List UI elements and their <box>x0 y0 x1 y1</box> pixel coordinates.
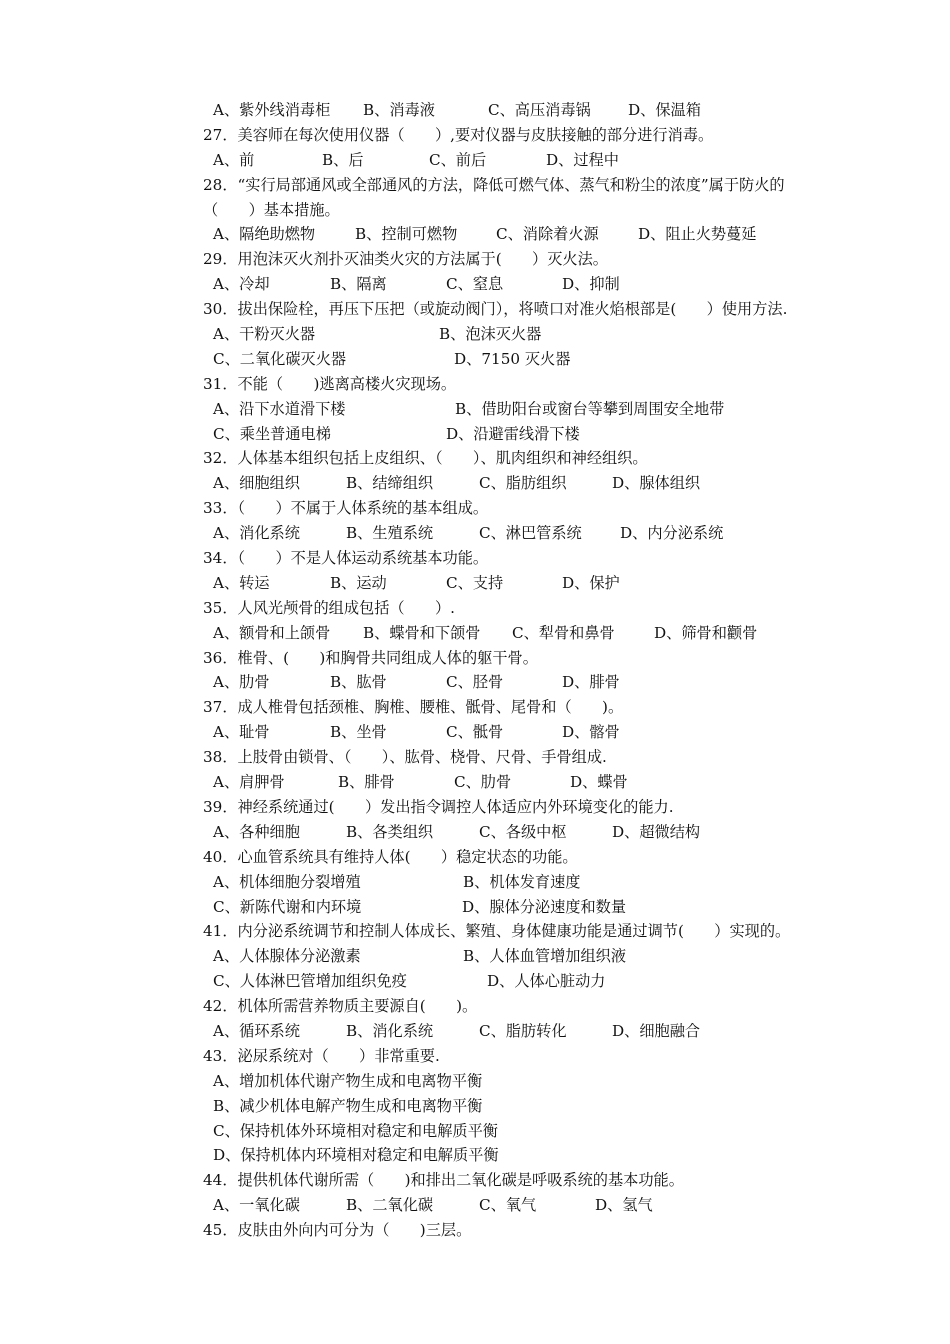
option-text: B、控制可燃物 <box>355 225 458 244</box>
options-line <box>0 870 950 895</box>
options-line <box>0 1119 950 1144</box>
option-text: D、腓骨 <box>562 673 620 692</box>
option-text: B、消毒液 <box>363 101 435 119</box>
options-line <box>0 471 950 496</box>
question-line: 36．椎骨、( )和胸骨共同组成人体的躯干骨。 <box>203 648 538 667</box>
question-line: 40．心血管系统具有维持人体( ）稳定状态的功能。 <box>203 847 578 866</box>
option-text: D、髂骨 <box>562 723 620 742</box>
option-text: C、二氧化碳灭火器 <box>213 349 347 368</box>
options-line <box>0 621 950 646</box>
option-text: B、肱骨 <box>330 673 387 692</box>
option-text: B、结缔组织 <box>346 474 434 493</box>
question-line: 32．人体基本组织包括上皮组织、（ ）、肌肉组织和神经组织。 <box>203 449 648 468</box>
option-text: D、腺体分泌速度和数量 <box>462 897 627 916</box>
options-line <box>0 1143 950 1168</box>
option-text: B、人体血管增加组织液 <box>463 947 627 966</box>
option-text: D、内分泌系统 <box>620 524 724 543</box>
option-text: B、减少机体电解产物生成和电离物平衡 <box>213 1096 483 1115</box>
options-line <box>0 422 950 447</box>
option-text: A、消化系统 <box>213 524 300 543</box>
option-text: A、前 <box>213 150 255 169</box>
option-text: B、消化系统 <box>346 1021 434 1040</box>
option-text: C、脂肪组织 <box>479 474 567 493</box>
options-line <box>0 670 950 695</box>
option-text: C、人体淋巴管增加组织免疫 <box>213 972 407 991</box>
question-line: 37．成人椎骨包括颈椎、胸椎、腰椎、骶骨、尾骨和（ )。 <box>203 698 624 717</box>
option-text: C、支持 <box>446 573 504 592</box>
option-text: A、冷却 <box>213 275 270 294</box>
option-text: D、抑制 <box>562 275 620 294</box>
options-line <box>0 148 950 173</box>
option-text: A、额骨和上颌骨 <box>213 623 331 642</box>
option-text: C、各级中枢 <box>479 822 567 841</box>
options-line <box>0 397 950 422</box>
option-text: C、淋巴管系统 <box>479 524 582 543</box>
question-line: 29．用泡沫灭火剂扑灭油类火灾的方法属于( ）灭火法。 <box>203 250 608 269</box>
option-text: A、转运 <box>213 573 270 592</box>
question-line: 35．人风光颅骨的组成包括（ ）. <box>203 598 455 617</box>
option-text: B、二氧化碳 <box>346 1196 434 1215</box>
options-line <box>0 521 950 546</box>
option-text: B、坐骨 <box>330 723 387 742</box>
option-text: C、前后 <box>429 150 487 169</box>
option-text: B、机体发育速度 <box>463 872 581 891</box>
option-text: D、过程中 <box>546 150 619 169</box>
option-text: A、循环系统 <box>213 1021 300 1040</box>
question-line: 41．内分泌系统调节和控制人体成长、繁殖、身体健康功能是通过调节( ）实现的。 <box>203 922 791 941</box>
option-text: A、人体腺体分泌激素 <box>213 947 361 966</box>
option-text: A、肋骨 <box>213 673 270 692</box>
options-line <box>0 720 950 745</box>
option-text: D、筛骨和颧骨 <box>654 623 758 642</box>
option-text: C、乘坐普通电梯 <box>213 424 331 443</box>
question-line: 39．神经系统通过( ）发出指令调控人体适应内外环境变化的能力. <box>203 797 674 816</box>
option-text: B、腓骨 <box>338 773 395 792</box>
options-line <box>0 1193 950 1218</box>
option-text: C、肋骨 <box>454 773 512 792</box>
option-text: C、脂肪转化 <box>479 1021 567 1040</box>
option-text: A、各种细胞 <box>213 822 300 841</box>
option-text: A、耻骨 <box>213 723 270 742</box>
option-text: A、隔绝助燃物 <box>213 225 316 244</box>
option-text: D、氢气 <box>595 1196 653 1215</box>
option-text: D、沿避雷线滑下楼 <box>446 424 580 443</box>
option-text: B、运动 <box>330 573 387 592</box>
option-text: B、后 <box>322 150 364 169</box>
option-text: A、肩胛骨 <box>213 773 285 792</box>
option-text: C、消除着火源 <box>496 225 599 244</box>
question-line: 27．美容师在每次使用仪器（ ）,要对仪器与皮肤接触的部分进行消毒。 <box>203 125 714 144</box>
option-text: D、阻止火势蔓延 <box>638 225 757 244</box>
options-line <box>0 770 950 795</box>
question-line: 31．不能（ )逃离高楼火灾现场。 <box>203 374 457 393</box>
option-text: D、蝶骨 <box>570 773 628 792</box>
option-text: C、新陈代谢和内环境 <box>213 897 362 916</box>
option-text: D、腺体组织 <box>612 474 701 493</box>
options-line <box>0 944 950 969</box>
options-line <box>0 347 950 372</box>
option-text: A、干粉灭火器 <box>213 325 316 344</box>
option-text: D、保温箱 <box>628 101 701 119</box>
options-line <box>0 1019 950 1044</box>
option-text: C、氧气 <box>479 1196 537 1215</box>
option-text: D、保护 <box>562 573 620 592</box>
option-text: C、骶骨 <box>446 723 504 742</box>
options-line <box>0 969 950 994</box>
question-line: 42．机体所需营养物质主要源自( )。 <box>203 997 478 1016</box>
option-text: B、蝶骨和下颌骨 <box>363 623 481 642</box>
options-line <box>0 571 950 596</box>
option-text: A、增加机体代谢产物生成和电离物平衡 <box>213 1071 483 1090</box>
option-text: B、生殖系统 <box>346 524 434 543</box>
options-line <box>0 895 950 920</box>
option-text: D、人体心脏动力 <box>487 972 606 991</box>
options-line <box>0 1069 950 1094</box>
question-line: 34．（ ）不是人体运动系统基本功能。 <box>203 549 489 568</box>
question-line: 30．拔出保险栓，再压下压把（或旋动阀门），将喷口对准火焰根部是( ）使用方法. <box>203 300 788 319</box>
option-text: B、借助阳台或窗台等攀到周围安全地带 <box>455 399 725 418</box>
question-line: 33．（ ）不属于人体系统的基本组成。 <box>203 499 489 518</box>
option-text: D、保持机体内环境相对稳定和电解质平衡 <box>213 1146 499 1165</box>
option-text: A、紫外线消毒柜 <box>213 101 331 119</box>
option-text: C、高压消毒锅 <box>488 101 591 119</box>
question-line: 38．上肢骨由锁骨、（ ）、肱骨、桡骨、尺骨、手骨组成. <box>203 748 607 767</box>
option-text: C、胫骨 <box>446 673 504 692</box>
option-text: A、沿下水道滑下楼 <box>213 399 346 418</box>
option-text: A、机体细胞分裂增殖 <box>213 872 361 891</box>
option-text: B、各类组织 <box>346 822 434 841</box>
options-line <box>0 322 950 347</box>
option-text: A、一氧化碳 <box>213 1196 300 1215</box>
exam-page <box>0 98 950 1243</box>
option-text: D、7150 灭火器 <box>454 349 571 368</box>
options-line <box>0 98 950 123</box>
question-line: 43．泌尿系统对（ ）非常重要. <box>203 1046 440 1065</box>
option-text: C、窒息 <box>446 275 504 294</box>
option-text: C、保持机体外环境相对稳定和电解质平衡 <box>213 1121 498 1140</box>
options-line <box>0 820 950 845</box>
option-text: D、细胞融合 <box>612 1021 701 1040</box>
option-text: D、超微结构 <box>612 822 701 841</box>
question-line: （ ）基本措施。 <box>203 200 340 219</box>
option-text: C、犁骨和鼻骨 <box>512 623 615 642</box>
option-text: B、隔离 <box>330 275 387 294</box>
option-text: B、泡沫灭火器 <box>439 325 542 344</box>
options-line <box>0 222 950 247</box>
options-line <box>0 1094 950 1119</box>
options-line <box>0 272 950 297</box>
question-line: 44．提供机体代谢所需（ )和排出二氧化碳是呼吸系统的基本功能。 <box>203 1171 684 1190</box>
question-line: 28．“实行局部通风或全部通风的方法，降低可燃气体、蒸气和粉尘的浓度”属于防火的 <box>203 175 785 194</box>
question-line: 45．皮肤由外向内可分为（ )三层。 <box>203 1221 472 1240</box>
option-text: A、细胞组织 <box>213 474 300 493</box>
